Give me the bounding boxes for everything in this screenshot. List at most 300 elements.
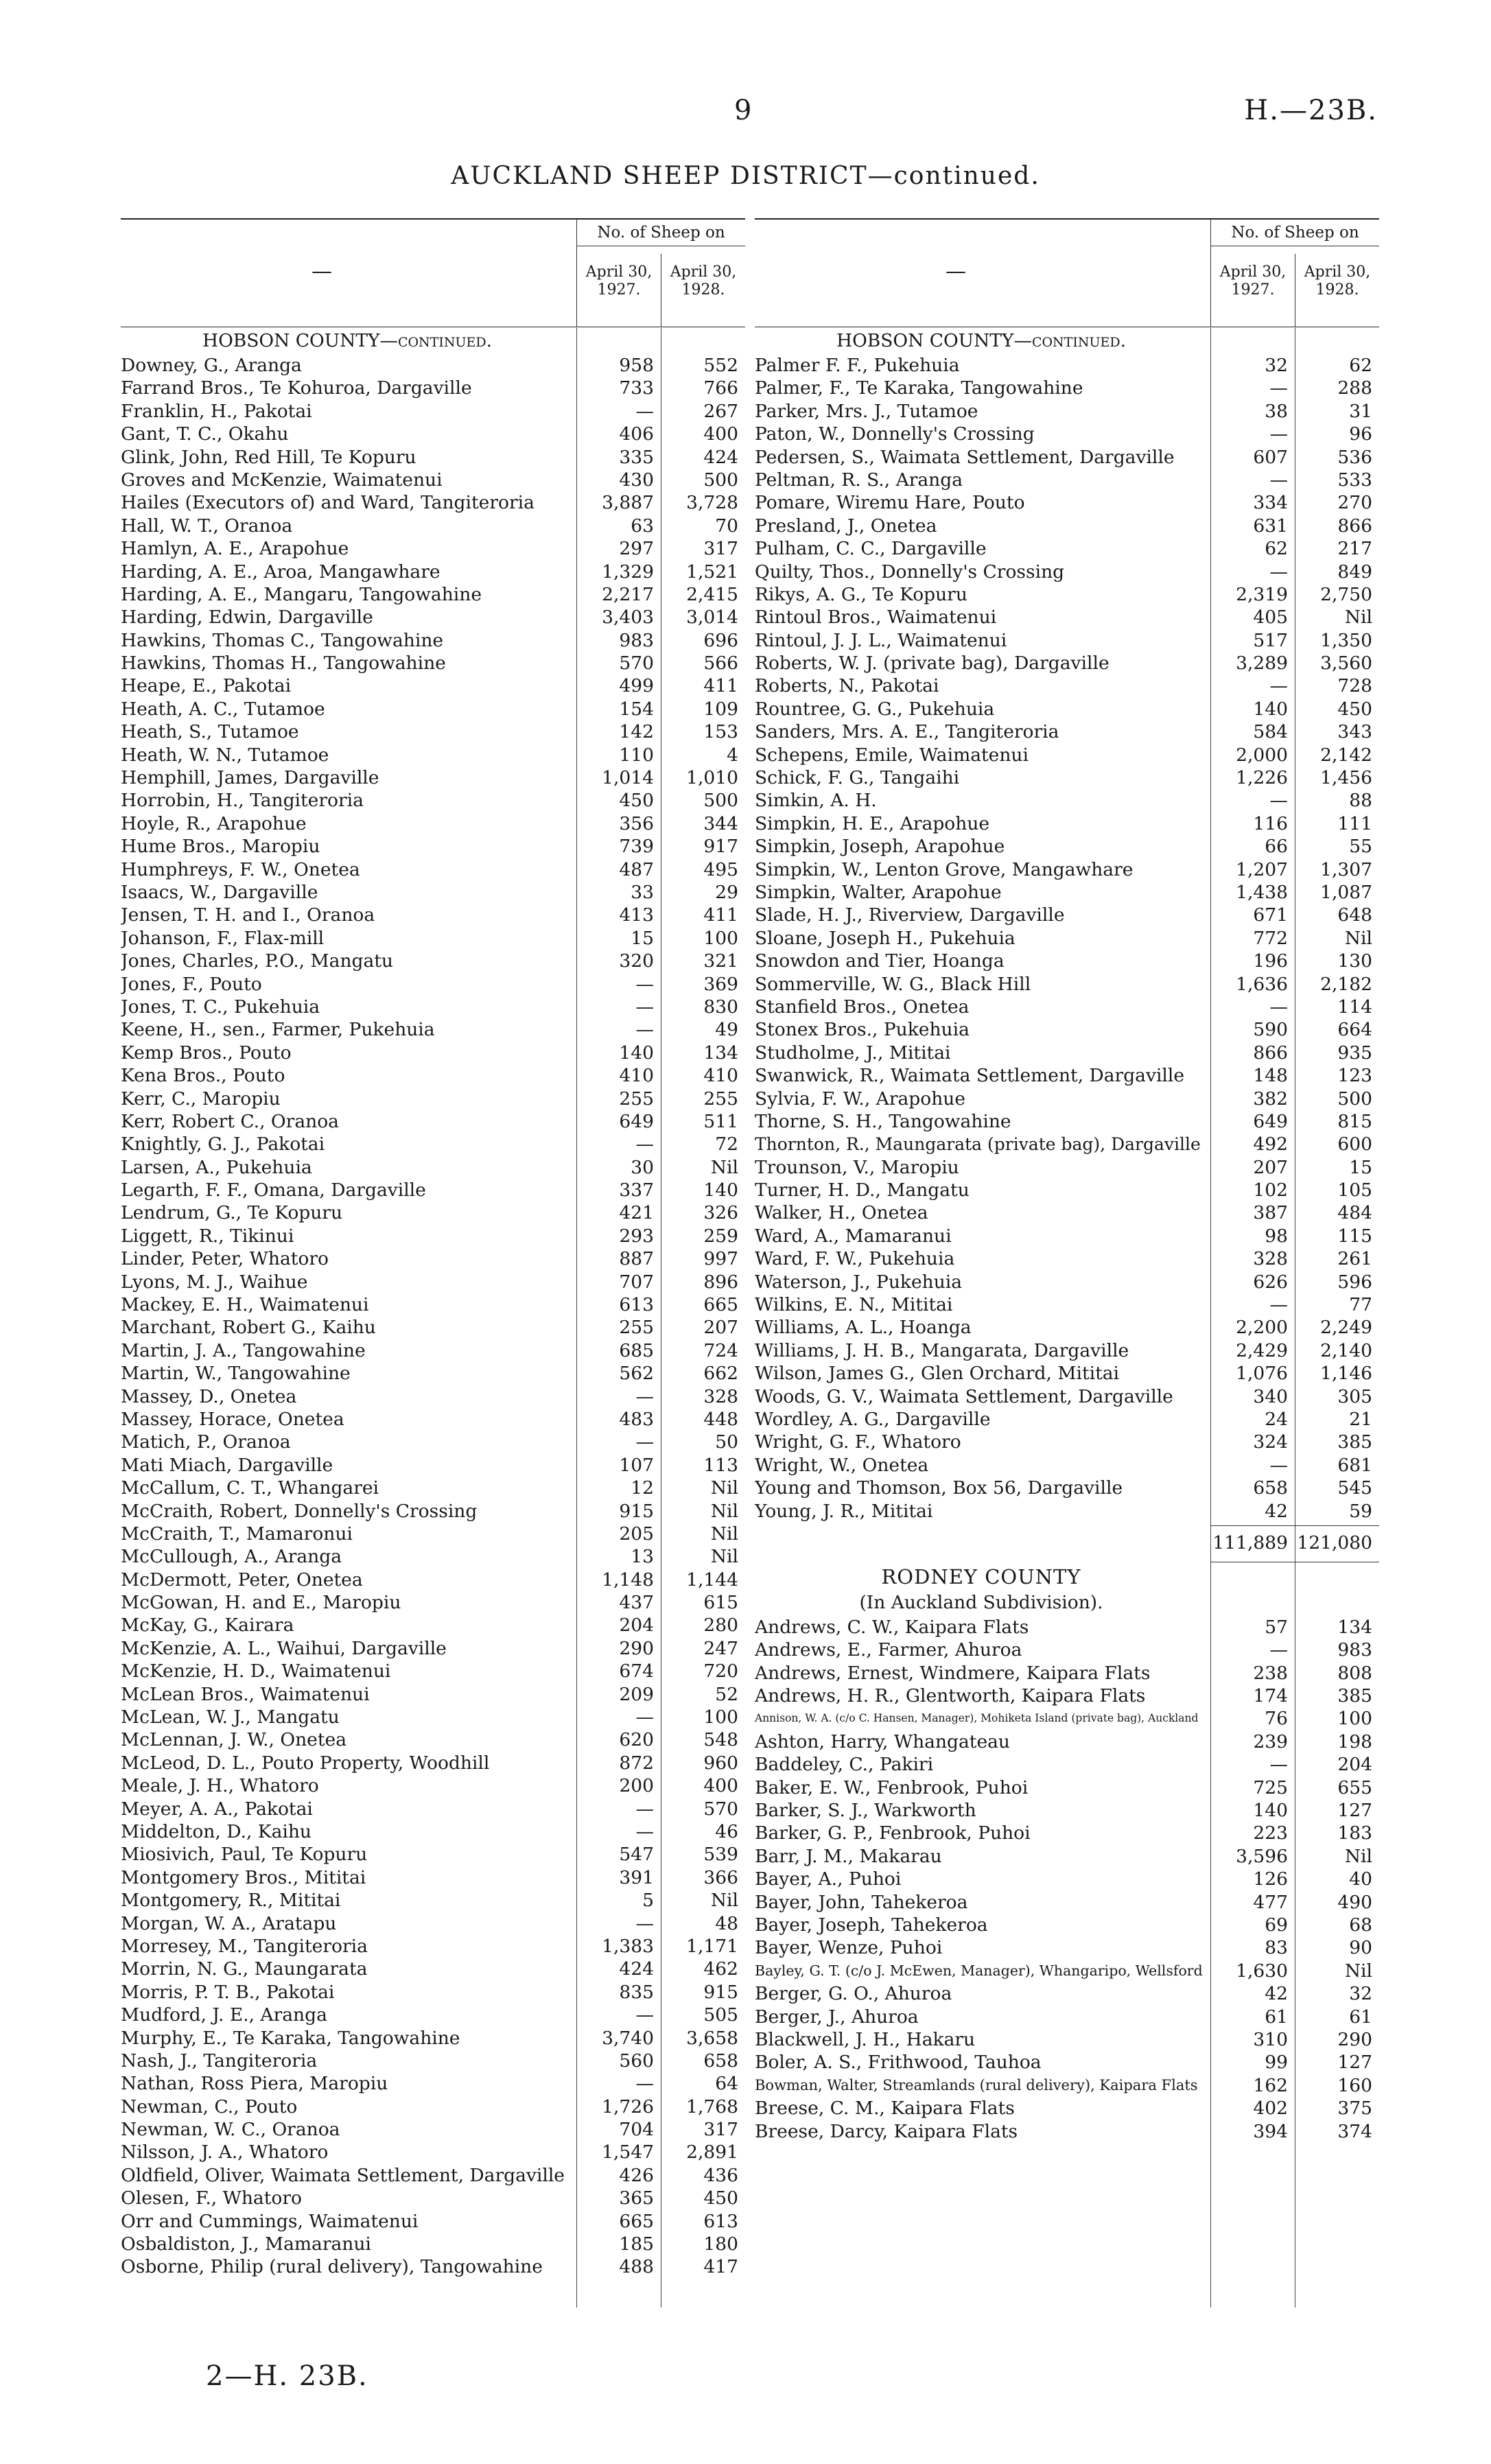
sheep-count-1927: 69 (1265, 1914, 1288, 1936)
owner-name: Hemphill, James, Dargaville (121, 767, 379, 789)
table-row (121, 744, 745, 766)
table-row (755, 423, 1379, 445)
sheep-count-1927: 887 (619, 1248, 654, 1270)
owner-name: Barker, G. P., Fenbrook, Puhoi (755, 1822, 1031, 1844)
sheep-count-1927: 174 (1253, 1685, 1288, 1707)
sheep-count-1927: 42 (1265, 1500, 1288, 1522)
table-row (121, 1018, 745, 1041)
table-row (755, 789, 1379, 812)
header-blank: — (946, 259, 966, 283)
sheep-count-1927: 61 (1265, 2006, 1288, 2028)
sheep-count-1928: 255 (703, 1088, 738, 1110)
table-row (755, 1685, 1379, 1707)
table-row (755, 1042, 1379, 1064)
sheep-count-1927: 1,226 (1236, 767, 1288, 789)
sheep-count-1927: 63 (631, 515, 654, 537)
table-row (121, 927, 745, 950)
owner-name: McKenzie, A. L., Waihui, Dargaville (121, 1637, 447, 1659)
sheep-count-1927: 238 (1253, 1662, 1288, 1684)
owner-name: Paton, W., Donnelly's Crossing (755, 423, 1035, 445)
owner-name: Snowdon and Tier, Hoanga (755, 950, 1005, 972)
sheep-count-1928: 100 (703, 1706, 738, 1728)
table-row (755, 1822, 1379, 1844)
sheep-count-1928: 2,249 (1320, 1317, 1372, 1339)
sheep-count-1927: 387 (1253, 1202, 1288, 1224)
sheep-count-1928: 123 (1337, 1065, 1372, 1087)
sheep-count-1928: 410 (703, 1065, 738, 1087)
sheep-count-1928: 462 (703, 1958, 738, 1980)
table-row (121, 2187, 745, 2209)
table-row (755, 1936, 1379, 1959)
table-row (755, 561, 1379, 583)
sheep-count-1928: 511 (703, 1110, 738, 1132)
sheep-count-1928: 288 (1337, 377, 1372, 399)
table-row (121, 1316, 745, 1339)
sheep-count-1928: 1,010 (686, 767, 738, 789)
sheep-count-1928: 411 (703, 675, 738, 697)
table-row (121, 1133, 745, 1155)
owner-name: Stonex Bros., Pukehuia (755, 1019, 970, 1041)
table-row (121, 2233, 745, 2255)
sheep-count-1928: 1,171 (686, 1935, 738, 1957)
sheep-count-1927: 126 (1253, 1868, 1288, 1890)
table-row (755, 400, 1379, 423)
table-row (755, 652, 1379, 674)
sheep-count-1927: 239 (1253, 1730, 1288, 1752)
sheep-count-1927: 62 (1265, 538, 1288, 560)
sheep-count-1927: 324 (1253, 1431, 1288, 1453)
page-number: 9 (734, 95, 752, 126)
sheep-count-1928: 21 (1349, 1408, 1372, 1430)
owner-name: Nathan, Ross Piera, Maropiu (121, 2073, 388, 2095)
sheep-count-1927: 320 (619, 950, 654, 972)
sheep-count-1927: 3,596 (1236, 1845, 1288, 1867)
table-row (121, 1820, 745, 1843)
table-row (755, 1914, 1379, 1936)
owner-name: Pulham, C. C., Dargaville (755, 538, 987, 560)
table-row (755, 1088, 1379, 1110)
sheep-count-1928: Nil (710, 1477, 738, 1499)
table-row (121, 446, 745, 469)
sheep-count-1928: 696 (703, 629, 738, 651)
owner-name: Larsen, A., Pukehuia (121, 1156, 312, 1178)
owner-name: Presland, J., Onetea (755, 515, 937, 537)
sheep-count-1928: 40 (1349, 1868, 1372, 1890)
sheep-count-1928: 59 (1349, 1500, 1372, 1522)
sheep-count-1928: 1,146 (1320, 1363, 1372, 1385)
sheep-count-1927: 584 (1253, 721, 1288, 743)
table-row (121, 1958, 745, 1980)
owner-name: Stanfield Bros., Onetea (755, 996, 970, 1018)
sheep-count-1927: 707 (619, 1271, 654, 1293)
sheep-count-1927: 24 (1265, 1408, 1288, 1430)
sheep-count-1927: 560 (619, 2050, 654, 2072)
owner-name: McLeod, D. L., Pouto Property, Woodhill (121, 1752, 490, 1774)
sheep-count-1927: — (635, 1431, 654, 1453)
sheep-count-1928: 849 (1337, 561, 1372, 583)
table-row (121, 1774, 745, 1797)
table-row (755, 1730, 1379, 1753)
sheep-count-1927: 13 (631, 1546, 654, 1568)
table-row (121, 2164, 745, 2187)
sheep-count-1928: 50 (715, 1431, 738, 1453)
left-column-table (121, 218, 745, 2308)
sheep-count-1927: — (635, 400, 654, 422)
table-row (755, 354, 1379, 377)
sheep-count-1927: 142 (619, 721, 654, 743)
owner-name: Linder, Peter, Whatoro (121, 1248, 329, 1270)
sheep-count-1928: 130 (1337, 950, 1372, 972)
sheep-count-1928: 490 (1337, 1891, 1372, 1913)
table-row (755, 1064, 1379, 1087)
table-row (121, 1660, 745, 1682)
sheep-count-1927: 405 (1253, 607, 1288, 629)
sheep-count-1927: 99 (1265, 2052, 1288, 2074)
sheep-count-1928: 2,182 (1320, 973, 1372, 995)
owner-name: Kemp Bros., Pouto (121, 1042, 292, 1064)
table-row (121, 1477, 745, 1499)
table-row (755, 1776, 1379, 1799)
table-row (121, 1454, 745, 1477)
table-row (755, 377, 1379, 399)
owner-name: Bowman, Walter, Streamlands (rural delivery), Kaipara Flats (755, 2076, 1198, 2093)
owner-name: Legarth, F. F., Omana, Dargaville (121, 1180, 426, 1201)
owner-name: Young, J. R., Mititai (755, 1500, 933, 1522)
owner-name: Bayer, A., Puhoi (755, 1868, 902, 1890)
sheep-count-1928: 724 (703, 1339, 738, 1361)
sheep-count-1927: — (1269, 790, 1288, 812)
owner-name: Andrews, H. R., Glentworth, Kaipara Flats (755, 1685, 1146, 1707)
sheep-count-1928: 436 (703, 2164, 738, 2186)
sheep-count-1927: 626 (1253, 1271, 1288, 1293)
table-row (755, 446, 1379, 469)
table-row (755, 1891, 1379, 1914)
sheep-count-1928: 484 (1337, 1202, 1372, 1224)
sheep-count-1928: 369 (703, 973, 738, 995)
page-footer: 2—H. 23B. (206, 2360, 368, 2392)
table-row (755, 1799, 1379, 1822)
sheep-count-1927: 162 (1253, 2074, 1288, 2096)
sheep-count-1927: 620 (619, 1729, 654, 1751)
table-row (755, 904, 1379, 926)
sheep-count-1927: 772 (1253, 927, 1288, 949)
sheep-count-1927: 3,289 (1236, 653, 1288, 674)
owner-name: Middelton, D., Kaihu (121, 1821, 312, 1842)
sheep-count-1928: 88 (1349, 790, 1372, 812)
sheep-count-1927: 733 (619, 377, 654, 399)
owner-name: McDermott, Peter, Onetea (121, 1569, 363, 1591)
owner-name: Waterson, J., Pukehuia (755, 1271, 963, 1293)
sheep-count-1928: 548 (703, 1729, 738, 1751)
sheep-count-1927: 685 (619, 1339, 654, 1361)
owner-name: Kena Bros., Pouto (121, 1065, 285, 1087)
sheep-count-1927: 739 (619, 836, 654, 858)
sheep-count-1928: 1,521 (686, 561, 738, 583)
table-row (755, 606, 1379, 629)
sheep-count-1928: 134 (1337, 1616, 1372, 1638)
table-row (121, 1912, 745, 1935)
sheep-count-1927: 406 (619, 423, 654, 445)
sheep-count-1927: 517 (1253, 629, 1288, 651)
owner-name: Williams, J. H. B., Mangarata, Dargaville (755, 1339, 1129, 1361)
owner-name: Barr, J. M., Makarau (755, 1845, 942, 1867)
owner-name: Roberts, N., Pakotai (755, 675, 939, 697)
sheep-count-1927: 631 (1253, 515, 1288, 537)
table-row (121, 377, 745, 399)
owner-name: Heath, S., Tutamoe (121, 721, 299, 743)
owner-name: Ward, A., Mamaranui (755, 1225, 952, 1247)
sheep-count-1928: 127 (1337, 1800, 1372, 1822)
table-row (121, 996, 745, 1018)
sheep-count-1927: 196 (1253, 950, 1288, 972)
table-row (121, 698, 745, 720)
table-row (755, 1247, 1379, 1270)
owner-name: Heath, A. C., Tutamoe (121, 698, 325, 720)
sheep-count-1928: 997 (703, 1248, 738, 1270)
owner-name: Montgomery Bros., Mititai (121, 1866, 366, 1888)
sheep-count-1928: 662 (703, 1363, 738, 1385)
sheep-count-1927: 2,319 (1236, 583, 1288, 605)
sheep-count-1927: 1,630 (1236, 1960, 1288, 1982)
owner-name: Wilkins, E. N., Mititai (755, 1294, 953, 1316)
owner-name: Hume Bros., Maropiu (121, 836, 320, 858)
owner-name: Bayer, Joseph, Tahekeroa (755, 1914, 988, 1936)
table-row (121, 1247, 745, 1270)
table-row (121, 1156, 745, 1179)
table-row (121, 537, 745, 560)
table-row (121, 491, 745, 514)
owner-name: Montgomery, R., Mititai (121, 1890, 341, 1912)
owner-name: Osborne, Philip (rural delivery), Tangowahine (121, 2256, 543, 2278)
sheep-count-1928: 3,728 (686, 492, 738, 514)
sheep-count-1928: Nil (710, 1523, 738, 1545)
sheep-count-1928: 247 (703, 1637, 738, 1659)
table-row (755, 1110, 1379, 1133)
table-row (755, 1271, 1379, 1293)
table-row (755, 2051, 1379, 2074)
sheep-count-1928: 55 (1349, 836, 1372, 858)
sheep-count-1928: Nil (1344, 1845, 1372, 1867)
table-row (121, 561, 745, 583)
table-row (755, 1982, 1379, 2005)
sheep-count-1927: 98 (1265, 1225, 1288, 1247)
sheep-count-1928: 3,014 (686, 607, 738, 629)
table-row (755, 835, 1379, 858)
table-row (755, 973, 1379, 996)
table-row (121, 1889, 745, 1912)
sheep-count-1928: 114 (1337, 996, 1372, 1018)
sheep-count-1928: 960 (703, 1752, 738, 1774)
owner-name: Hawkins, Thomas H., Tangowahine (121, 653, 446, 674)
sheep-count-1928: 374 (1337, 2120, 1372, 2142)
owner-name: Keene, H., sen., Farmer, Pukehuia (121, 1019, 435, 1041)
sheep-count-1927: 365 (619, 2187, 654, 2209)
sheep-count-1927: 310 (1253, 2028, 1288, 2050)
owner-name: Swanwick, R., Waimata Settlement, Dargaville (755, 1065, 1185, 1087)
sheep-count-1927: 107 (619, 1454, 654, 1476)
sheep-count-1928: 344 (703, 812, 738, 834)
sheep-count-1928: 385 (1337, 1431, 1372, 1453)
sheep-count-1928: 261 (1337, 1248, 1372, 1270)
table-row (121, 2118, 745, 2141)
table-row (121, 720, 745, 743)
sheep-count-1927: 430 (619, 469, 654, 491)
owner-name: Olesen, F., Whatoro (121, 2187, 302, 2209)
table-row (755, 1868, 1379, 1890)
owner-name: Barker, S. J., Warkworth (755, 1800, 976, 1822)
owner-name: Hoyle, R., Arapohue (121, 812, 307, 834)
owner-name: Harding, A. E., Mangaru, Tangowahine (121, 583, 482, 605)
table-row (755, 927, 1379, 950)
owner-name: McCraith, Robert, Donnelly's Crossing (121, 1500, 478, 1522)
page-title: AUCKLAND SHEEP DISTRICT—continued. (451, 162, 1040, 190)
owner-name: Morgan, W. A., Aratapu (121, 1912, 337, 1934)
table-row (755, 1339, 1379, 1362)
sheep-count-1927: 3,403 (602, 607, 654, 629)
table-row (755, 583, 1379, 606)
sheep-count-1928: 111 (1337, 812, 1372, 834)
sheep-count-1928: 127 (1337, 2052, 1372, 2074)
sheep-count-1928: Nil (1344, 607, 1372, 629)
section-heading: HOBSON COUNTY—continued. (836, 330, 1127, 351)
sheep-count-1927: 185 (619, 2233, 654, 2255)
sheep-count-1927: 499 (619, 675, 654, 697)
owner-name: Harding, Edwin, Dargaville (121, 607, 373, 629)
owner-name: Isaacs, W., Dargaville (121, 881, 318, 903)
owner-name: Boler, A. S., Frithwood, Tauhoa (755, 2052, 1042, 2074)
table-row (755, 2097, 1379, 2120)
owner-name: Jensen, T. H. and I., Oranoa (121, 904, 375, 926)
owner-name: Groves and McKenzie, Waimatenui (121, 469, 443, 491)
sheep-count-1928: 830 (703, 996, 738, 1018)
sheep-count-1927: 12 (631, 1477, 654, 1499)
table-row (121, 1064, 745, 1087)
owner-name: Andrews, Ernest, Windmere, Kaipara Flats (755, 1662, 1151, 1684)
table-row (755, 1133, 1379, 1155)
table-row (121, 1843, 745, 1866)
sheep-count-1927: — (1269, 561, 1288, 583)
sheep-count-1928: 49 (715, 1019, 738, 1041)
sheep-count-1927: 102 (1253, 1180, 1288, 1201)
table-row (121, 766, 745, 789)
sheep-count-1928: 400 (703, 1775, 738, 1797)
sheep-count-1927: 2,200 (1236, 1317, 1288, 1339)
owner-name: Palmer F. F., Pukehuia (755, 355, 960, 376)
table-row (755, 698, 1379, 720)
header-group: No. of Sheep on (1211, 224, 1379, 246)
owner-name: Gant, T. C., Okahu (121, 423, 289, 445)
header-col1: April 30, 1927. (585, 263, 653, 298)
table-row (121, 2072, 745, 2095)
owner-name: Humphreys, F. W., Onetea (121, 858, 360, 880)
table-row (755, 537, 1379, 560)
sheep-count-1928: 448 (703, 1408, 738, 1430)
sheep-count-1928: 2,142 (1320, 744, 1372, 766)
table-row (121, 904, 745, 926)
sheep-count-1928: 15 (1349, 1156, 1372, 1178)
right-column-table (755, 218, 1379, 2308)
owner-name: McKay, G., Kairara (121, 1615, 294, 1636)
header-group: No. of Sheep on (577, 224, 745, 246)
sheep-count-1928: 658 (703, 2050, 738, 2072)
owner-name: Mackey, E. H., Waimatenui (121, 1294, 369, 1316)
sheep-count-1928: 411 (703, 904, 738, 926)
sheep-count-1928: Nil (710, 1890, 738, 1912)
table-row (121, 1591, 745, 1614)
sheep-count-1927: 1,014 (602, 767, 654, 789)
sheep-count-1928: 424 (703, 446, 738, 468)
table-row (755, 1590, 1379, 1616)
table-row (121, 354, 745, 377)
sheep-count-1928: 280 (703, 1615, 738, 1636)
owner-name: Rountree, G. G., Pukehuia (755, 698, 995, 720)
sheep-count-1927: 204 (619, 1615, 654, 1636)
sheep-count-1927: 382 (1253, 1088, 1288, 1110)
table-row (755, 1639, 1379, 1661)
sheep-count-1927: — (635, 1706, 654, 1728)
sheep-count-1927: 76 (1265, 1708, 1288, 1730)
table-row (121, 652, 745, 674)
owner-name: Breese, C. M., Kaipara Flats (755, 2098, 1015, 2120)
sheep-count-1927: 293 (619, 1225, 654, 1247)
owner-name: Bayer, John, Tahekeroa (755, 1891, 968, 1913)
sheep-count-1927: 394 (1253, 2120, 1288, 2142)
sheep-count-1928: 896 (703, 1271, 738, 1293)
owner-name: Simkin, A. H. (755, 790, 877, 812)
sheep-count-1927: 200 (619, 1775, 654, 1797)
owner-name: Martin, W., Tangowahine (121, 1363, 351, 1385)
sheep-count-1928: 566 (703, 653, 738, 674)
sheep-count-1928: 665 (703, 1294, 738, 1316)
sheep-count-1927: 111,889 (1212, 1532, 1288, 1553)
owner-name: Blackwell, J. H., Hakaru (755, 2028, 976, 2050)
sheep-count-1928: 153 (703, 721, 738, 743)
owner-name: Pedersen, S., Waimata Settlement, Dargaville (755, 446, 1175, 468)
sheep-count-1928: 96 (1349, 423, 1372, 445)
sheep-count-1927: 1,329 (602, 561, 654, 583)
sheep-count-1927: 492 (1253, 1134, 1288, 1155)
owner-name: Baker, E. W., Fenbrook, Puhoi (755, 1776, 1029, 1798)
table-row (121, 1110, 745, 1133)
owner-name: Hamlyn, A. E., Arapohue (121, 538, 349, 560)
sheep-count-1927: 1,383 (602, 1935, 654, 1957)
table-row (121, 1752, 745, 1774)
owner-name: Jones, Charles, P.O., Mangatu (121, 950, 393, 972)
sheep-count-1927: 413 (619, 904, 654, 926)
sheep-count-1928: 728 (1337, 675, 1372, 697)
owner-name: Andrews, C. W., Kaipara Flats (755, 1616, 1029, 1638)
sheep-count-1928: 180 (703, 2233, 738, 2255)
owner-name: Lyons, M. J., Waihue (121, 1271, 308, 1293)
owner-name: Horrobin, H., Tangiteroria (121, 790, 364, 812)
owner-name: Massey, D., Onetea (121, 1385, 297, 1407)
owner-name: Jones, T. C., Pukehuia (121, 996, 320, 1018)
sheep-count-1927: 42 (1265, 1983, 1288, 2005)
sheep-count-1928: 270 (1337, 492, 1372, 514)
header-col1: April 30, 1927. (1219, 263, 1287, 298)
table-row (755, 2028, 1379, 2051)
table-row (755, 1500, 1379, 1523)
table-row (755, 629, 1379, 652)
owner-name: Matich, P., Oranoa (121, 1431, 291, 1453)
owner-name: Oldfield, Oliver, Waimata Settlement, Dargaville (121, 2164, 565, 2186)
sheep-count-1927: 607 (1253, 446, 1288, 468)
table-row (121, 1706, 745, 1728)
table-row (755, 1564, 1379, 1590)
owner-name: Kerr, C., Maropiu (121, 1088, 281, 1110)
sheep-count-1928: 61 (1349, 2006, 1372, 2028)
sheep-count-1927: 450 (619, 790, 654, 812)
